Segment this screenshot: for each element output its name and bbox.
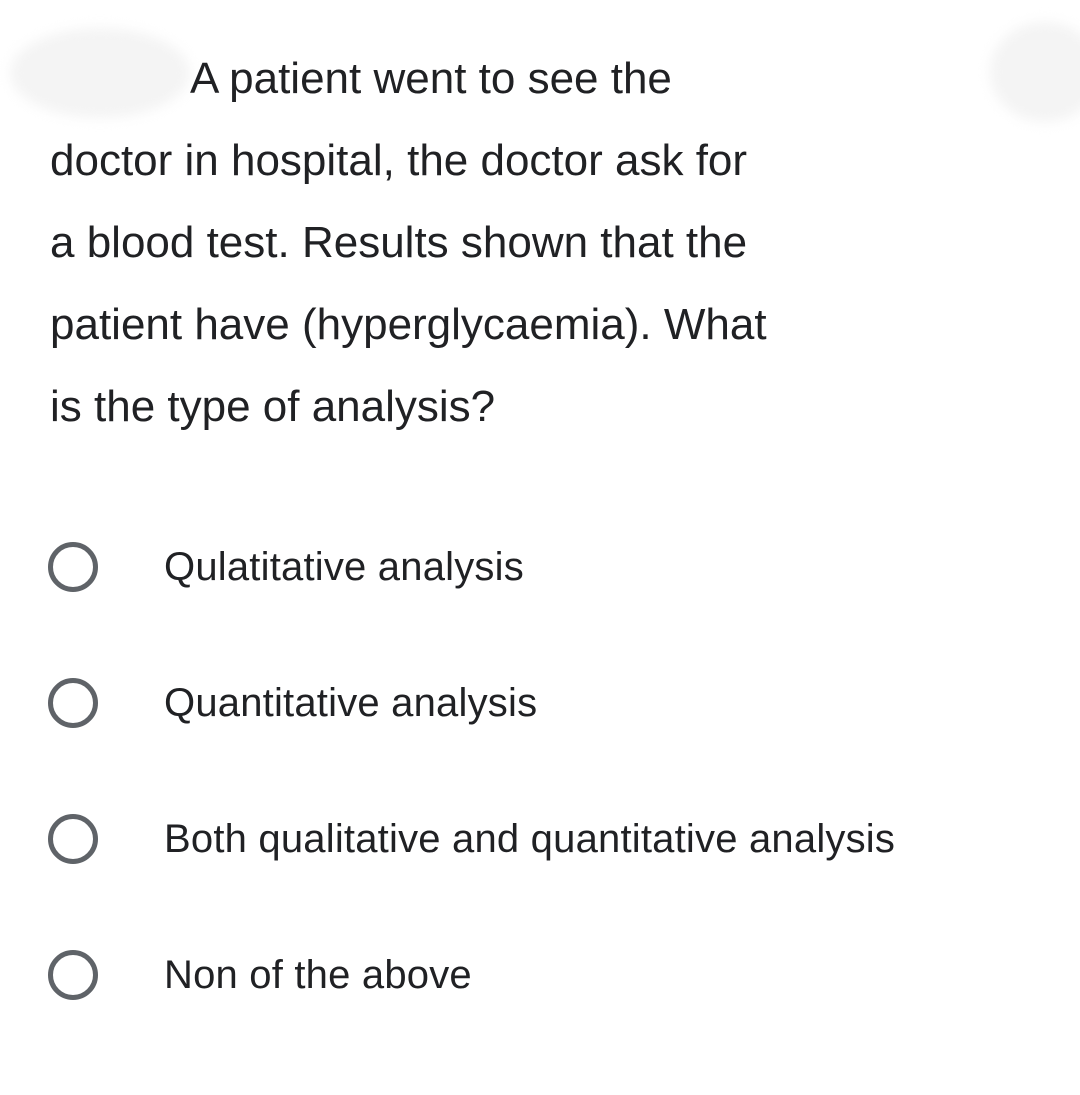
radio-unchecked-icon[interactable] (48, 678, 98, 728)
radio-unchecked-icon[interactable] (48, 814, 98, 864)
option-none-of-the-above[interactable] (48, 940, 1078, 1010)
option-label: Non of the above (164, 952, 472, 997)
option-quantitative-analysis[interactable] (48, 668, 1078, 738)
option-label: Quantitative analysis (164, 680, 538, 725)
option-qulatitative-analysis[interactable] (48, 532, 1078, 602)
option-both-analysis[interactable] (48, 804, 1078, 874)
option-label: Qulatitative analysis (164, 544, 524, 589)
question-text (50, 38, 1050, 448)
question-line-3: a blood test. Results shown that the (50, 218, 748, 267)
question-line-5: is the type of analysis? (50, 382, 496, 431)
question-line-4: patient have (hyperglycaemia). What (50, 300, 767, 349)
radio-unchecked-icon[interactable] (48, 950, 98, 1000)
radio-unchecked-icon[interactable] (48, 542, 98, 592)
answer-options (48, 532, 1078, 1010)
question-line-2: doctor in hospital, the doctor ask for (50, 136, 748, 185)
question-line-1: A patient went to see the (190, 54, 672, 103)
option-label: Both qualitative and quantitative analysis (164, 816, 896, 861)
